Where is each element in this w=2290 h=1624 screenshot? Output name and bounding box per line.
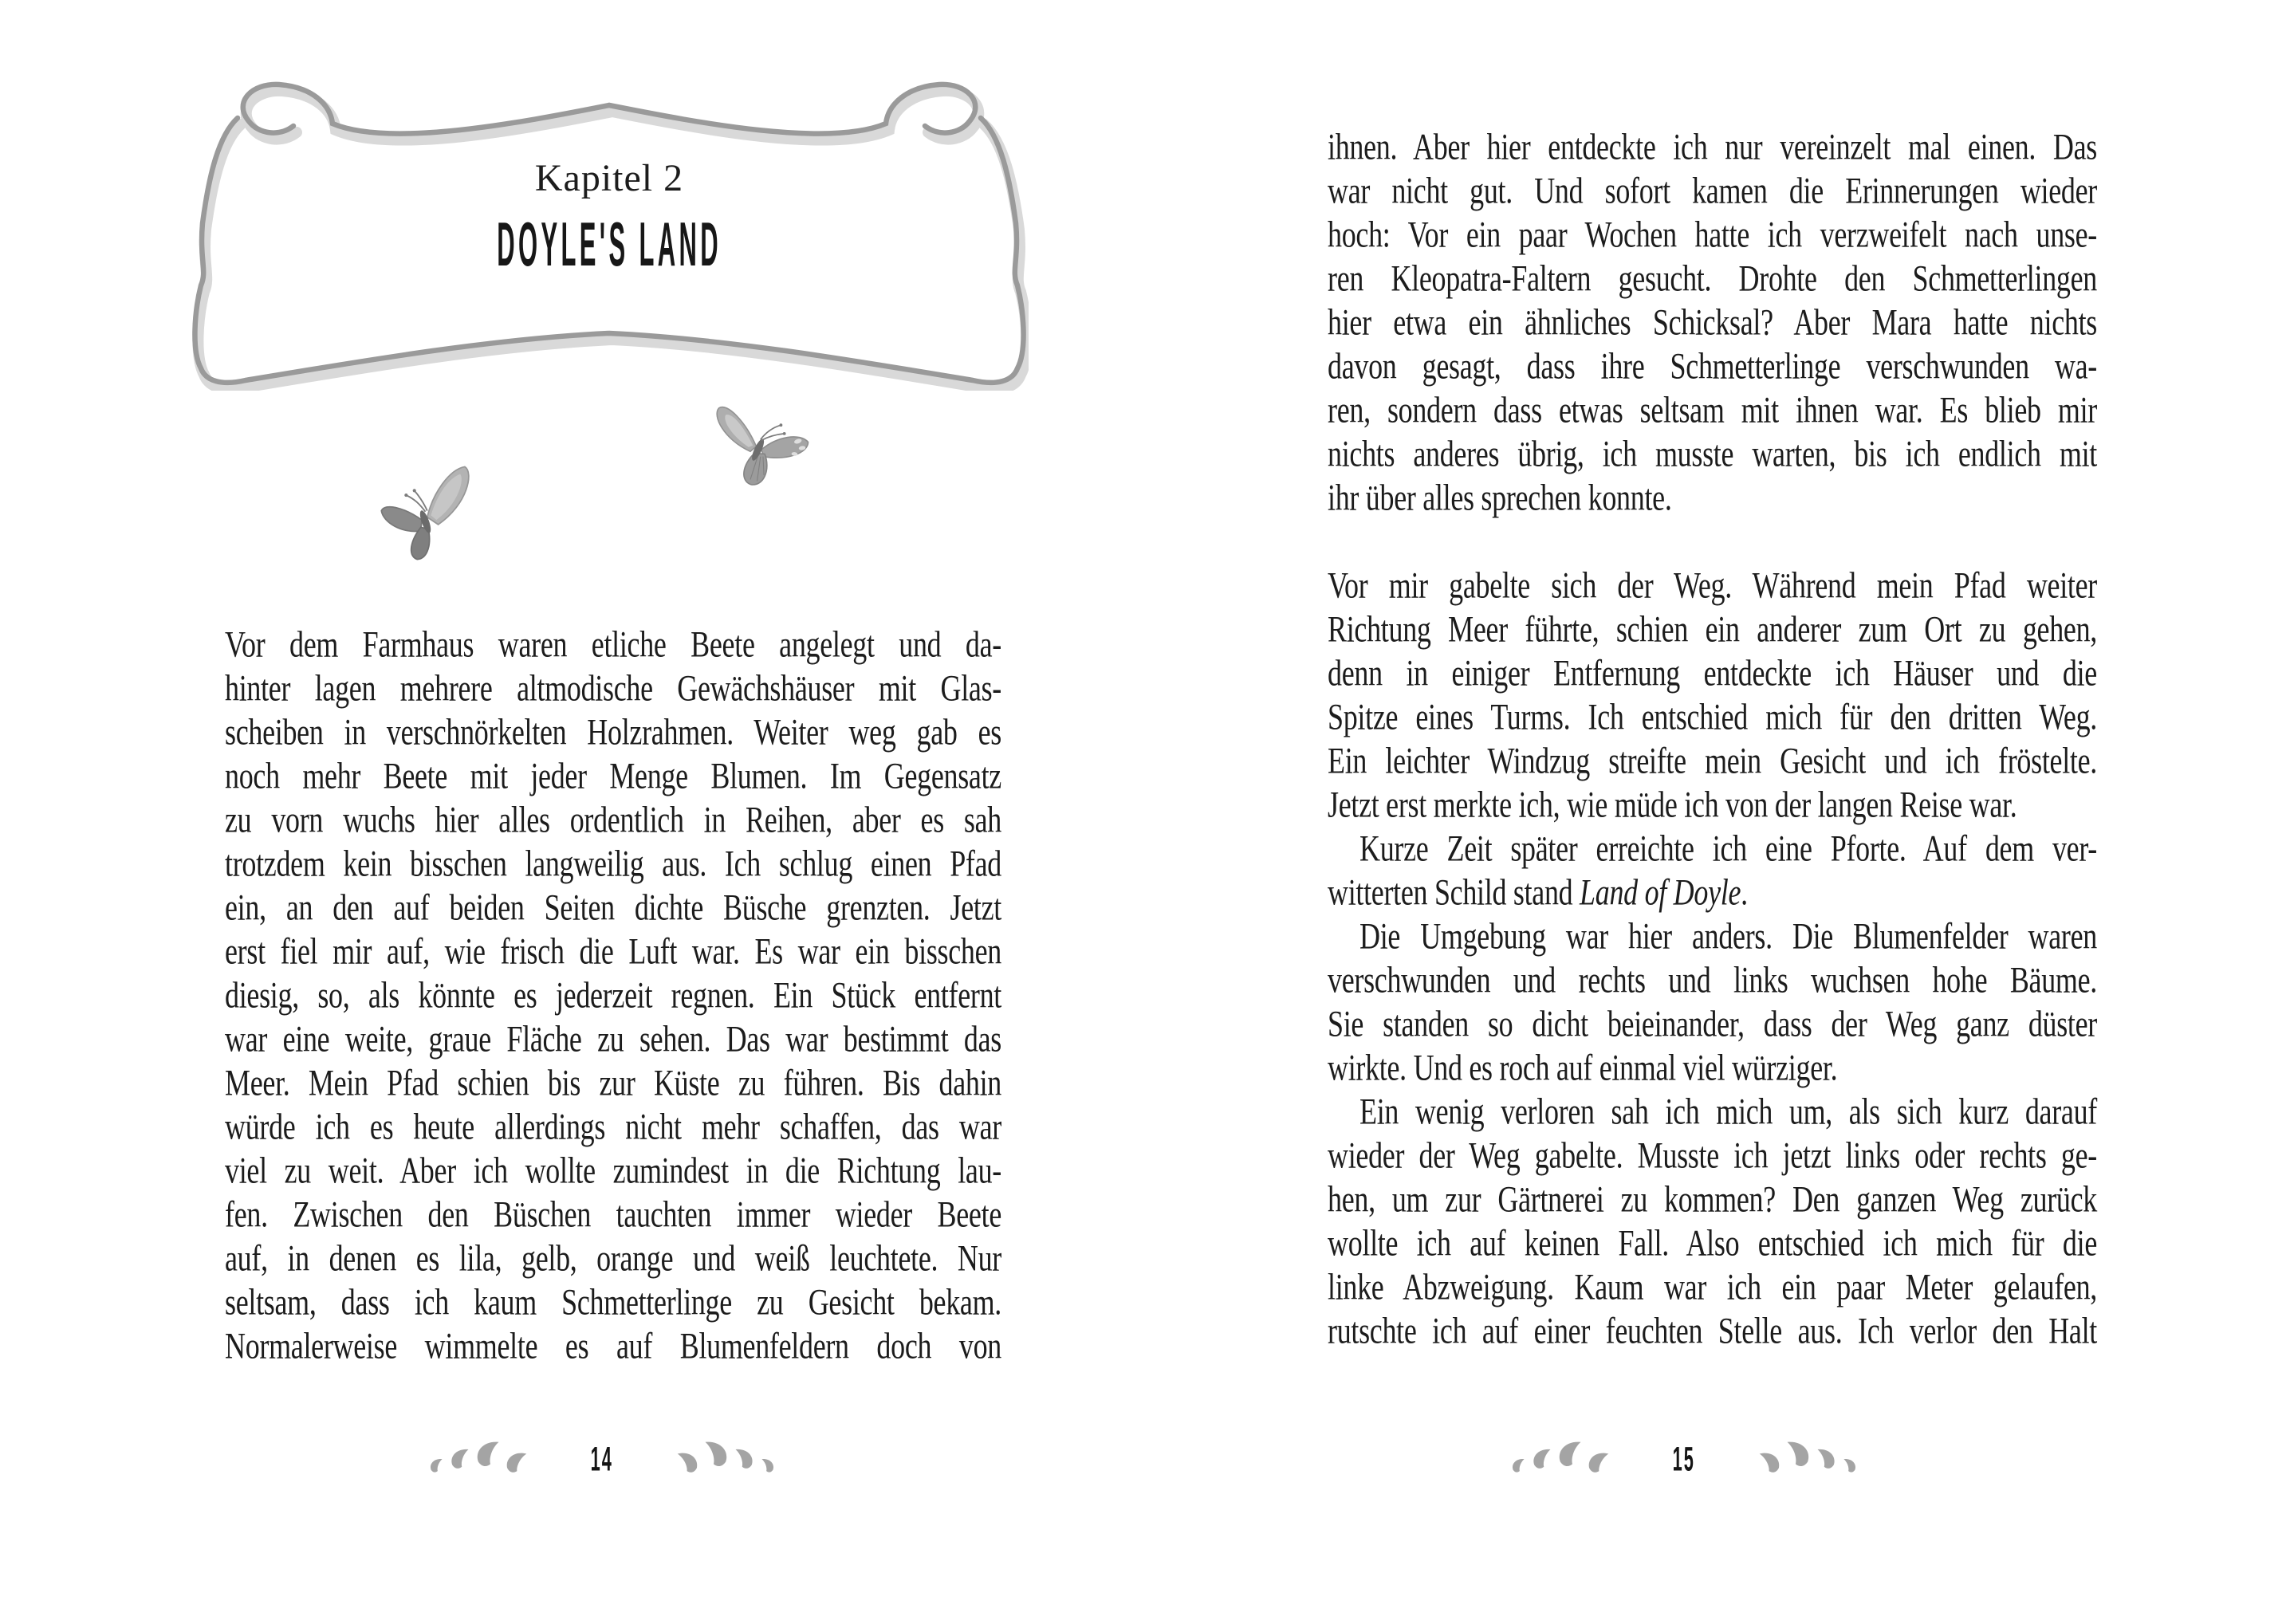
text-line: wirkte. Und es roch auf einmal viel würziger.: [1328, 1047, 1838, 1088]
text-line: fen. Zwischen den Büschen tauchten immer wieder Beete: [225, 1193, 1001, 1235]
text-line: Ein wenig verloren sah ich mich um, als sich kurz darauf: [1359, 1091, 2097, 1132]
chapter-title-text: DOYLE'S LAND: [497, 210, 722, 279]
text-line: ren Kleopatra-Faltern gesucht. Drohte den Schmetterlingen: [1328, 258, 2097, 299]
text-line: denn in einiger Entfernung entdeckte ich Häuser und die: [1328, 652, 2097, 694]
text-line: Sie standen so dicht beieinander, dass der Weg ganz düster: [1328, 1003, 2097, 1044]
text-line: diesig, so, als könnte es jederzeit regnen. Ein Stück entfernt: [225, 974, 1001, 1016]
right-page-text: [1328, 126, 2097, 1354]
text-line: würde ich es heute allerdings nicht mehr schaffen, das war: [225, 1106, 1001, 1147]
text-line: linke Abzweigung. Kaum war ich ein paar Meter gelaufen,: [1328, 1266, 2097, 1307]
text-line: noch mehr Beete mit jeder Menge Blumen. Im Gegensatz: [225, 755, 1001, 796]
text-line: wollte ich auf keinen Fall. Also entschied ich mich für die: [1328, 1222, 2097, 1264]
page-number: [1658, 1439, 1710, 1478]
text-line: Richtung Meer führte, schien ein anderer zum Ort zu gehen,: [1328, 608, 2097, 650]
page-number-text: 15: [1672, 1439, 1696, 1478]
text-line: auf, in denen es lila, gelb, orange und weiß leuchtete. Nur: [225, 1237, 1001, 1279]
text-line: Normalerweise wimmelte es auf Blumenfeldern doch von: [225, 1325, 1001, 1366]
text-line: Meer. Mein Pfad schien bis zur Küste zu führen. Bis dahin: [225, 1062, 1001, 1103]
chapter-number: Kapitel 2: [534, 157, 684, 199]
text-line: ein, an den auf beiden Seiten dichte Büsche grenzten. Jetzt: [225, 887, 1001, 928]
text-line: Vor dem Farmhaus waren etliche Beete angelegt und da-: [225, 623, 1001, 665]
text-line: verschwunden und rechts und links wuchsen hohe Bäume.: [1328, 959, 2097, 1001]
text-segment: witterten Schild stand: [1328, 871, 1580, 913]
text-line: ren, sondern dass etwas seltsam mit ihnen war. Es blieb mir: [1328, 389, 2097, 431]
left-page-text: [225, 623, 1001, 1369]
text-line: nichts anderes übrig, ich musste warten, bis ich endlich mit: [1328, 433, 2097, 474]
text-line: viel zu weit. Aber ich wollte zumindest in die Richtung lau-: [225, 1150, 1001, 1191]
chapter-banner: [190, 80, 1029, 391]
butterfly-icon: [712, 397, 814, 488]
chapter-title: [190, 210, 1029, 279]
text-line: ihr über alles sprechen konnte.: [1328, 477, 1672, 518]
text-line: erst fiel mir auf, wie frisch die Luft war. Es war ein bisschen: [225, 930, 1001, 972]
text-line: davon gesagt, dass ihre Schmetterlinge verschwunden wa-: [1328, 345, 2097, 387]
butterfly-icon: [380, 464, 490, 569]
text-line: scheiben in verschnörkelten Holzrahmen. Weiter weg gab es: [225, 711, 1001, 753]
text-line: ihnen. Aber hier entdeckte ich nur vereinzelt mal einen. Das: [1328, 126, 2097, 167]
text-line: hier etwa ein ähnliches Schicksal? Aber Mara hatte nichts: [1328, 301, 2097, 343]
leaf-flourish-icon: [430, 1438, 541, 1480]
text-line: rutschte ich auf einer feuchten Stelle aus. Ich verlor den Halt: [1328, 1310, 2097, 1351]
left-page-footer: [419, 1433, 785, 1484]
leaf-flourish-icon: [663, 1438, 774, 1480]
leaf-flourish-icon: [1512, 1438, 1623, 1480]
text-line: Jetzt erst merkte ich, wie müde ich von der langen Reise war.: [1328, 784, 2017, 825]
page-number: [576, 1439, 628, 1478]
text-line: hoch: Vor ein paar Wochen hatte ich verzweifelt nach unse-: [1328, 214, 2097, 255]
right-page-footer: [1501, 1433, 1867, 1484]
text-line: Ein leichter Windzug streifte mein Gesicht und ich fröstelte.: [1328, 740, 2097, 781]
text-segment: .: [1741, 871, 1748, 913]
text-line: war nicht gut. Und sofort kamen die Erinnerungen wieder: [1328, 170, 2097, 211]
text-line: Spitze eines Turms. Ich entschied mich für den dritten Weg.: [1328, 696, 2097, 737]
text-line: war eine weite, graue Fläche zu sehen. Das war bestimmt das: [225, 1018, 1001, 1060]
leaf-flourish-icon: [1745, 1438, 1856, 1480]
text-line: trotzdem kein bisschen langweilig aus. Ich schlug einen Pfad: [225, 843, 1001, 884]
text-line: hinter lagen mehrere altmodische Gewächshäuser mit Glas-: [225, 667, 1001, 709]
text-line: Die Umgebung war hier anders. Die Blumenfelder waren: [1359, 915, 2097, 957]
text-line: seltsam, dass ich kaum Schmetterlinge zu Gesicht bekam.: [225, 1281, 1001, 1323]
italic-sign-name: Land of Doyle: [1580, 871, 1741, 913]
text-line: hen, um zur Gärtnerei zu kommen? Den ganzen Weg zurück: [1328, 1178, 2097, 1220]
text-line: Kurze Zeit später erreichte ich eine Pforte. Auf dem ver-: [1359, 828, 2097, 869]
text-line: Vor mir gabelte sich der Weg. Während mein Pfad weiter: [1328, 564, 2097, 606]
page-number-text: 14: [590, 1439, 614, 1478]
text-line: wieder der Weg gabelte. Musste ich jetzt links oder rechts ge-: [1328, 1134, 2097, 1176]
text-line: zu vorn wuchs hier alles ordentlich in Reihen, aber es sah: [225, 799, 1001, 840]
